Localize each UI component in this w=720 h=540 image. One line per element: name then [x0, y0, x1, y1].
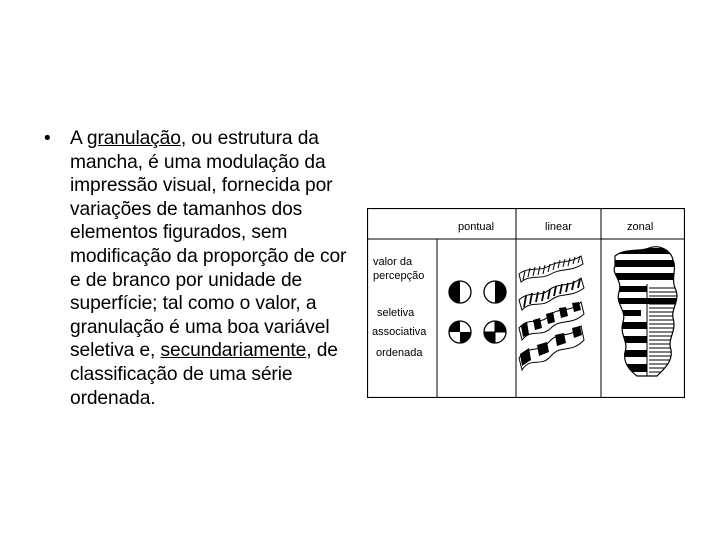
text-part-1: A: [70, 128, 87, 149]
bullet-dot: •: [44, 128, 51, 149]
column-header-linear: linear: [545, 221, 572, 233]
point-symbol-half-right: [484, 281, 506, 303]
underlined-term-secundariamente: secundariamente: [160, 340, 307, 362]
underlined-term-granulacao: granulação: [86, 128, 181, 149]
point-symbol-quartered-1: [449, 321, 471, 343]
text-part-3: , de classificação de uma série ordenada.: [70, 340, 338, 409]
granulation-figure-svg: [367, 208, 685, 398]
bullet-paragraph: [44, 127, 354, 410]
column-header-zonal: zonal: [627, 221, 654, 233]
bullet-text: [70, 127, 354, 410]
row-label-valor-da: valor da: [373, 256, 413, 268]
point-symbol-half-left: [449, 281, 471, 303]
linear-symbol-1: [519, 256, 583, 282]
row-label-percepcao: percepção: [373, 270, 425, 282]
granulation-figure: [367, 208, 685, 398]
column-header-pontual: pontual: [458, 221, 495, 233]
text-part-2: , ou estrutura da mancha, é uma modulação da impressão visual, fornecida por variações de tamanhos dos elementos figurados, sem modificação da proporção de cor e de branco por unidade de superfície; tal como o valor, a granulação é uma boa variável seletiva e,: [70, 128, 347, 362]
row-label-associativa: associativa: [372, 326, 427, 338]
zonal-symbol: [607, 244, 685, 384]
row-label-ordenada: ordenada: [376, 347, 423, 359]
row-label-seletiva: seletiva: [377, 307, 415, 319]
point-symbol-quartered-2: [484, 321, 506, 343]
